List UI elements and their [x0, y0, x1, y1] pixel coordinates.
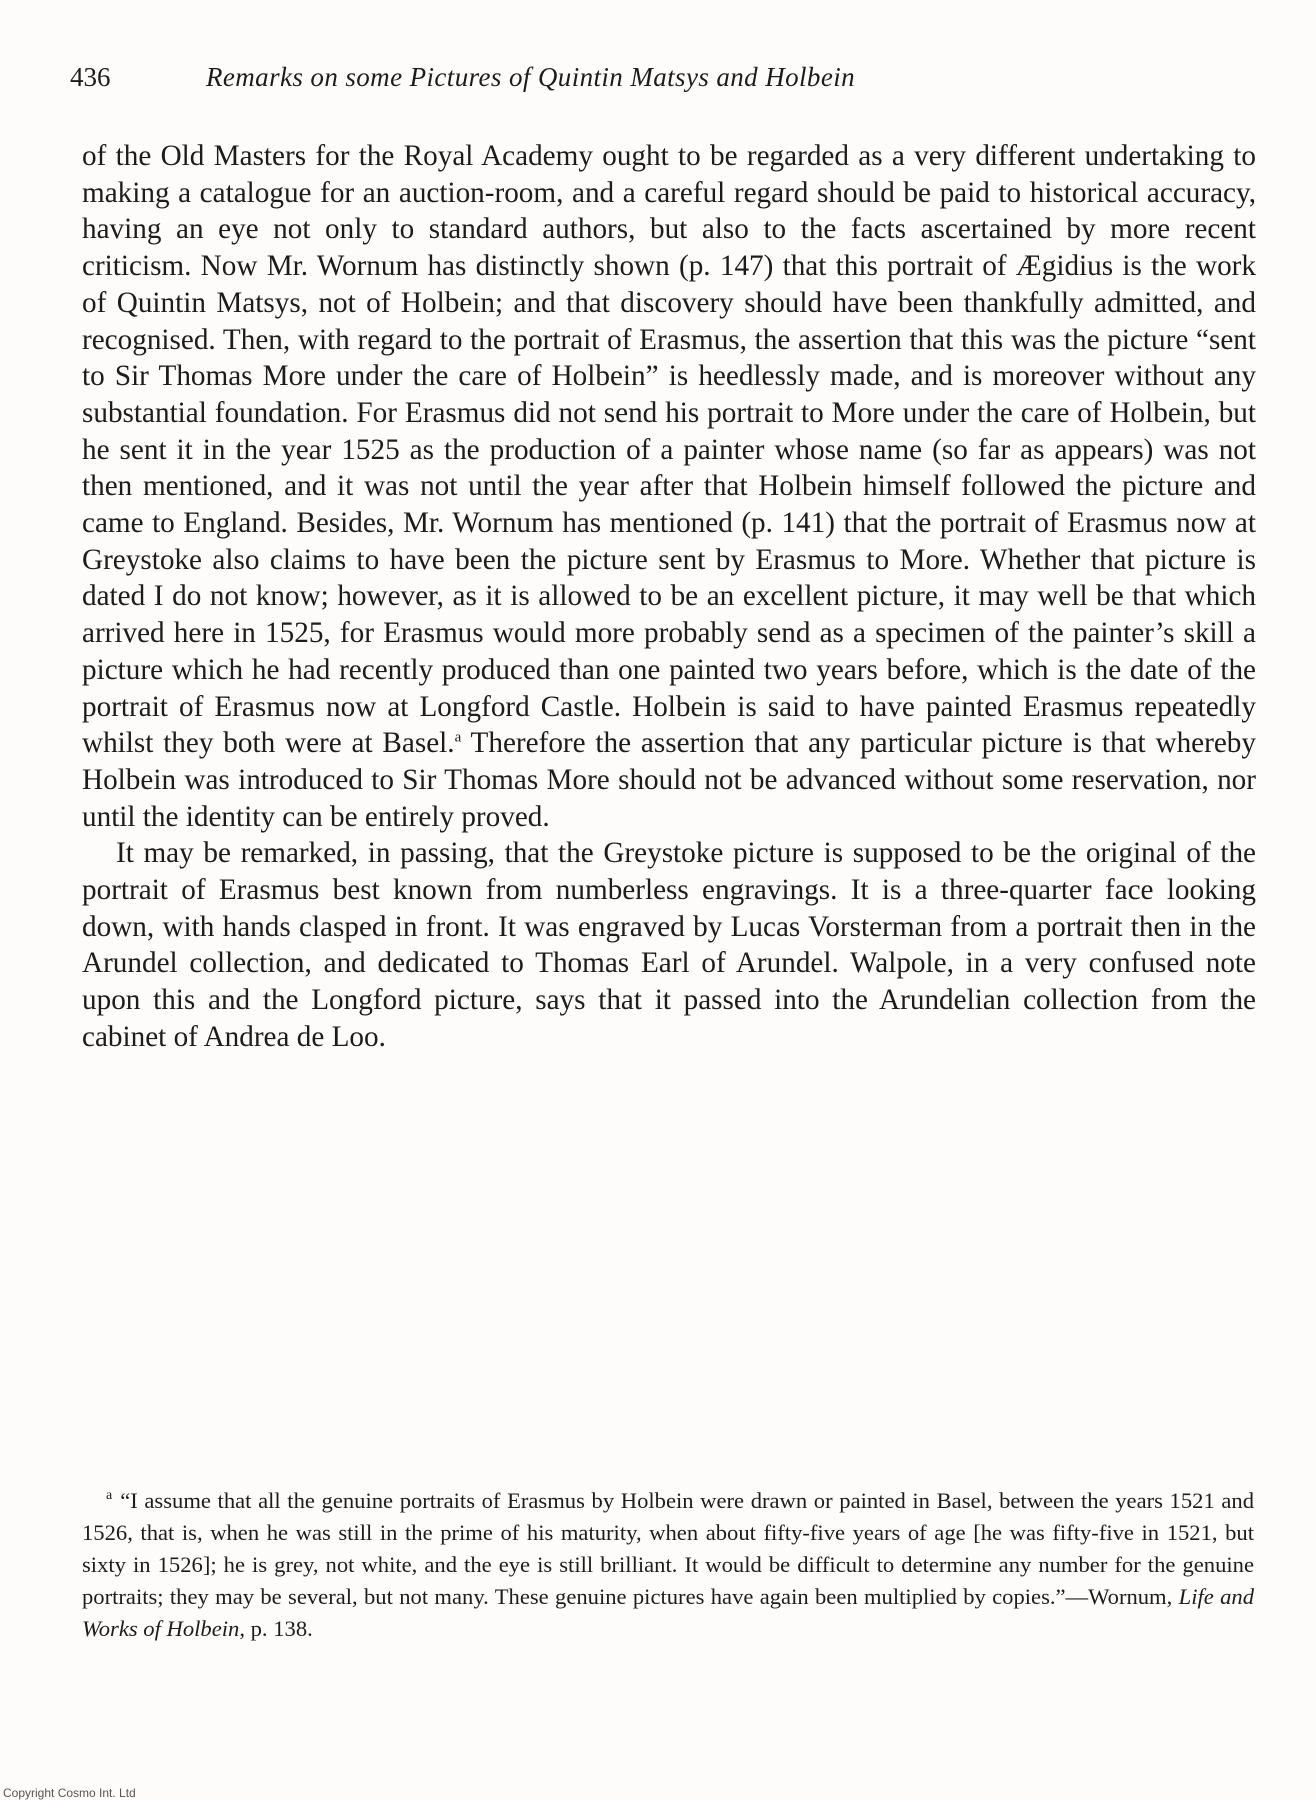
paragraph-2: It may be remarked, in passing, that the Greystoke picture is supposed to be the original of the portrait of Erasmus best known from numberless engravings. It is a three-quarter face looking down, with hands clasped in front. It was engraved by Lucas Vorsterman from a portrait then in the Arundel collection, and dedicated to Thomas Earl of Arundel. Walpole, in a very confused note upon this and the Longford picture, says that it passed into the Arundelian collection from the cabinet of Andrea de Loo. — [82, 837, 1256, 1053]
page-header — [70, 62, 1090, 102]
footnote-reference-marker: a — [454, 729, 462, 746]
footnote-letter: a — [106, 1488, 113, 1504]
footnote-citation-title: Life and Works of Holbein — [82, 1584, 1255, 1641]
paragraph-1-text: of the Old Masters for the Royal Academy ought to be regarded as a very different undertaking to making a catalogue for an auction-room, and a careful regard should be paid to historical accuracy, having an eye not only to standard authors, but also to the facts ascertained by more recent criticism. Now Mr. Wornum has distinctly shown (p. 147) that this portrait of Ægidius is the work of Quintin Matsys, not of Holbein; and that discovery should have been thankfully admitted, and recognised. Then, with regard to the portrait of Erasmus, the assertion that this was the picture “sent to Sir Thomas More under the care of Holbein” is heedlessly made, and is moreover without any substantial foundation. For Erasmus did not send his portrait to More under the care of Holbein, but he sent it in the year 1525 as the production of a painter whose name (so far as appears) was not then mentioned, and it was not until the year after that Holbein himself followed the picture and came to England. Besides, Mr. Wornum has mentioned (p. 141) that the portrait of Erasmus now at Greystoke also claims to have been the picture sent by Erasmus to More. Whether that picture is dated I do not know; however, as it is allowed to be an excellent picture, it may well be that which arrived here in 1525, for Erasmus would more probably send as a specimen of the painter’s skill a picture which he had recently produced than one painted two years before, which is the date of the portrait of Erasmus now at Longford Castle. Holbein is said to have painted Erasmus repeatedly whilst they both were at Basel. — [82, 140, 1256, 760]
page-number: 436 — [70, 62, 111, 92]
footnote — [82, 1485, 1254, 1645]
copyright-watermark: Copyright Cosmo Int. Ltd — [3, 1786, 136, 1800]
running-title: Remarks on some Pictures of Quintin Matsys and Holbein — [206, 62, 856, 92]
paragraph-1 — [82, 138, 1256, 835]
main-text — [82, 138, 1256, 1056]
footnote-text: “I assume that all the genuine portraits of Erasmus by Holbein were drawn or painted in Basel, between the years 1521 and 1526, that is, when he was still in the prime of his maturity, when about fifty-five years of age [he was fifty-five in 1521, but sixty in 1526]; he is grey, not white, and the eye is still brilliant. It would be difficult to determine any number for the genuine portraits; they may be several, but not many. These genuine pictures have again been multiplied by copies.”—Wornum, — [82, 1488, 1254, 1609]
paragraph-1-text-continued: Therefore the assertion that any particular picture is that whereby Holbein was introduced to Sir Thomas More should not be advanced without some reservation, nor until the identity can be entirely proved. — [82, 727, 1256, 833]
footnote-citation-page: , p. 138. — [239, 1616, 313, 1641]
